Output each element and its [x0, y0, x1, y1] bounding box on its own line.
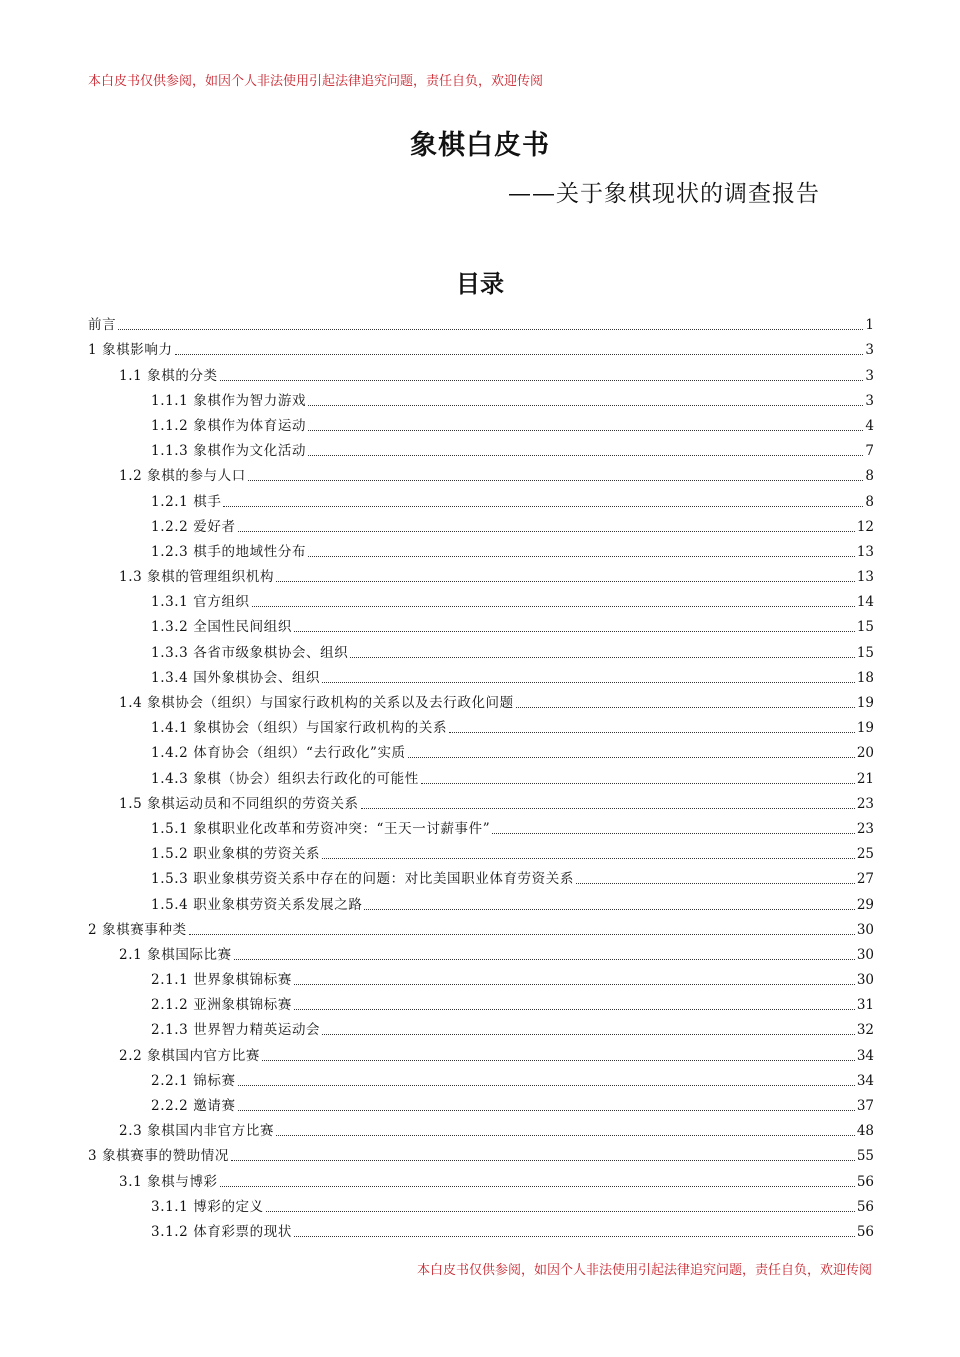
- toc-dot-leader: [294, 1236, 855, 1237]
- toc-entry[interactable]: [88, 762, 874, 787]
- toc-entry[interactable]: [88, 1039, 874, 1064]
- toc-dot-leader: [118, 329, 863, 330]
- toc-entry-title: 1 象棋影响力: [88, 342, 173, 359]
- toc-entry[interactable]: [88, 788, 874, 813]
- toc-entry-title: 1.3.4 国外象棋协会、组织: [151, 669, 321, 686]
- toc-entry[interactable]: [88, 485, 874, 510]
- toc-entry-title: 1.5 象棋运动员和不同组织的劳资关系: [119, 795, 359, 812]
- toc-entry-title: 2.2.2 邀请赛: [151, 1098, 236, 1114]
- toc-entry-title: 1.4.1 象棋协会（组织）与国家行政机构的关系: [151, 720, 448, 737]
- toc-entry-page: 13: [856, 543, 874, 560]
- toc-entry[interactable]: [88, 1216, 874, 1241]
- toc-dot-leader: [308, 556, 855, 557]
- toc-dot-leader: [248, 480, 864, 481]
- toc-entry-page: 48: [856, 1123, 874, 1140]
- toc-entry-title: 3 象棋赛事的赞助情况: [88, 1148, 229, 1165]
- toc-entry-title: 2.3 象棋国内非官方比赛: [119, 1123, 275, 1140]
- toc-dot-leader: [266, 1211, 855, 1212]
- toc-entry-page: 37: [856, 1098, 874, 1114]
- toc-entry-page: 19: [856, 720, 874, 737]
- toc-entry[interactable]: [88, 712, 874, 737]
- toc-entry-page: 56: [856, 1198, 874, 1215]
- toc-entry-title: 1.4 象棋协会（组织）与国家行政机构的关系以及去行政化问题: [119, 695, 514, 711]
- toc-entry[interactable]: [88, 1090, 874, 1115]
- toc-entry-page: 25: [856, 846, 874, 863]
- toc-entry-title: 2.1.2 亚洲象棋锦标赛: [151, 997, 292, 1014]
- toc-entry[interactable]: [88, 611, 874, 636]
- toc-entry-title: 3.1 象棋与博彩: [119, 1173, 218, 1190]
- toc-dot-leader: [294, 1009, 855, 1010]
- toc-entry-title: 2 象棋赛事种类: [88, 921, 187, 938]
- toc-entry[interactable]: [88, 813, 874, 838]
- toc-entry-title: 1.5.2 职业象棋的劳资关系: [151, 846, 321, 863]
- toc-dot-leader: [308, 455, 863, 456]
- toc-entry-page: 30: [856, 921, 874, 938]
- toc-entry-page: 12: [856, 518, 874, 535]
- document-title: 象棋白皮书: [410, 130, 550, 161]
- toc-entry[interactable]: [88, 888, 874, 913]
- toc-entry-page: 55: [856, 1148, 874, 1165]
- toc-entry-title: 1.3.2 全国性民间组织: [151, 619, 292, 636]
- toc-entry-title: 3.1.1 博彩的定义: [151, 1198, 264, 1215]
- toc-entry-page: 56: [856, 1173, 874, 1190]
- toc-dot-leader: [449, 732, 855, 733]
- toc-entry-title: 1.1.3 象棋作为文化活动: [151, 443, 307, 460]
- toc-entry[interactable]: [88, 737, 874, 762]
- toc-dot-leader: [322, 858, 855, 859]
- toc-entry-page: 8: [865, 493, 874, 510]
- toc-entry-title: 2.1 象棋国际比赛: [119, 946, 232, 963]
- toc-entry-page: 15: [856, 619, 874, 636]
- toc-entry-title: 2.1.1 世界象棋锦标赛: [151, 972, 292, 989]
- toc-entry-page: 8: [865, 468, 874, 485]
- toc-entry[interactable]: [88, 989, 874, 1014]
- toc-entry-page: 15: [856, 644, 874, 661]
- header-notice: 本白皮书仅供参阅，如因个人非法使用引起法律追究问题，责任自负，欢迎传阅: [88, 74, 544, 89]
- toc-dot-leader: [364, 909, 854, 910]
- toc-entry-page: 27: [856, 871, 874, 888]
- toc-entry-title: 2.1.3 世界智力精英运动会: [151, 1022, 321, 1039]
- toc-entry-title: 1.1.1 象棋作为智力游戏: [151, 392, 307, 409]
- toc-dot-leader: [516, 707, 855, 708]
- toc-dot-leader: [223, 506, 863, 507]
- toc-entry[interactable]: [88, 914, 874, 939]
- toc-entry-title: 1.2.1 棋手: [151, 493, 222, 510]
- toc-entry[interactable]: [88, 1191, 874, 1216]
- toc-entry[interactable]: [88, 1140, 874, 1165]
- toc-dot-leader: [308, 405, 863, 406]
- toc-dot-leader: [189, 934, 855, 935]
- toc-entry-page: 30: [856, 946, 874, 963]
- toc-dot-leader: [262, 1060, 855, 1061]
- toc-entry-title: 1.5.4 职业象棋劳资关系发展之路: [151, 896, 363, 913]
- toc-entry-page: 23: [856, 820, 874, 837]
- toc-entry-page: 19: [856, 695, 874, 711]
- footer-notice: 本白皮书仅供参阅，如因个人非法使用引起法律追究问题，责任自负，欢迎传阅: [416, 1263, 872, 1278]
- toc-entry-page: 34: [856, 1047, 874, 1064]
- toc-dot-leader: [361, 808, 855, 809]
- toc-dot-leader: [421, 783, 855, 784]
- toc-dot-leader: [175, 354, 864, 355]
- toc-dot-leader: [308, 430, 863, 431]
- toc-dot-leader: [576, 883, 855, 884]
- toc-entry-title: 1.3.3 各省市级象棋协会、组织: [151, 644, 349, 661]
- toc-dot-leader: [408, 757, 855, 758]
- toc-entry[interactable]: [88, 586, 874, 611]
- toc-heading: 目录: [456, 270, 504, 298]
- toc-entry[interactable]: [88, 838, 874, 863]
- toc-entry[interactable]: [88, 964, 874, 989]
- toc-entry-page: 13: [856, 569, 874, 586]
- toc-entry-page: 3: [865, 367, 874, 384]
- toc-dot-leader: [234, 959, 855, 960]
- toc-entry[interactable]: [88, 1065, 874, 1090]
- toc-entry-page: 3: [865, 342, 874, 359]
- toc-entry[interactable]: [88, 460, 874, 485]
- table-of-contents: [88, 309, 874, 1241]
- toc-dot-leader: [294, 984, 855, 985]
- toc-entry-title: 2.2.1 锦标赛: [151, 1072, 236, 1089]
- toc-entry-title: 1.5.3 职业象棋劳资关系中存在的问题：对比美国职业体育劳资关系: [151, 871, 574, 888]
- toc-entry[interactable]: [88, 1115, 874, 1140]
- toc-entry[interactable]: [88, 561, 874, 586]
- toc-dot-leader: [220, 1186, 855, 1187]
- toc-entry[interactable]: [88, 939, 874, 964]
- toc-entry[interactable]: [88, 536, 874, 561]
- toc-entry-page: 18: [856, 669, 874, 686]
- toc-entry[interactable]: [88, 636, 874, 661]
- toc-entry[interactable]: [88, 1165, 874, 1190]
- toc-entry-page: 4: [865, 417, 874, 434]
- toc-dot-leader: [231, 1160, 855, 1161]
- toc-entry-title: 1.2.2 爱好者: [151, 518, 236, 535]
- toc-entry-title: 1.2.3 棋手的地域性分布: [151, 543, 307, 560]
- toc-entry-title: 1.5.1 象棋职业化改革和劳资冲突：“王天一讨薪事件”: [151, 820, 491, 837]
- toc-entry-page: 31: [856, 997, 874, 1014]
- toc-entry-page: 14: [856, 594, 874, 611]
- toc-entry[interactable]: [88, 435, 874, 460]
- toc-entry[interactable]: [88, 334, 874, 359]
- toc-entry-page: 23: [856, 795, 874, 812]
- toc-dot-leader: [238, 1110, 855, 1111]
- toc-entry-title: 1.1.2 象棋作为体育运动: [151, 417, 307, 434]
- toc-entry[interactable]: [88, 662, 874, 687]
- toc-entry-page: 34: [856, 1072, 874, 1089]
- toc-entry[interactable]: [88, 309, 874, 334]
- toc-entry[interactable]: [88, 687, 874, 712]
- toc-entry-title: 前言: [88, 317, 117, 334]
- toc-dot-leader: [276, 581, 855, 582]
- toc-dot-leader: [294, 631, 855, 632]
- toc-entry-page: 7: [865, 443, 874, 460]
- toc-dot-leader: [252, 606, 855, 607]
- toc-entry[interactable]: [88, 863, 874, 888]
- toc-entry[interactable]: [88, 410, 874, 435]
- toc-entry-title: 3.1.2 体育彩票的现状: [151, 1223, 292, 1240]
- toc-entry-page: 21: [856, 770, 874, 787]
- toc-entry-page: 20: [856, 745, 874, 762]
- toc-entry-page: 1: [865, 317, 874, 334]
- toc-entry-title: 1.3.1 官方组织: [151, 594, 250, 611]
- document-subtitle: ——关于象棋现状的调查报告: [508, 181, 820, 207]
- toc-dot-leader: [322, 1034, 855, 1035]
- toc-dot-leader: [276, 1135, 855, 1136]
- toc-entry-title: 1.4.3 象棋（协会）组织去行政化的可能性: [151, 770, 419, 787]
- toc-entry-title: 1.3 象棋的管理组织机构: [119, 569, 275, 586]
- toc-dot-leader: [238, 531, 855, 532]
- toc-dot-leader: [350, 657, 854, 658]
- toc-entry-title: 1.2 象棋的参与人口: [119, 468, 246, 485]
- toc-entry[interactable]: [88, 359, 874, 384]
- toc-entry[interactable]: [88, 1014, 874, 1039]
- toc-entry-page: 56: [856, 1223, 874, 1240]
- toc-dot-leader: [492, 833, 855, 834]
- toc-entry-page: 30: [856, 972, 874, 989]
- toc-entry-page: 32: [856, 1022, 874, 1039]
- toc-entry[interactable]: [88, 511, 874, 536]
- toc-dot-leader: [322, 682, 855, 683]
- toc-entry-page: 3: [865, 392, 874, 409]
- toc-entry-page: 29: [856, 896, 874, 913]
- toc-entry-title: 1.1 象棋的分类: [119, 367, 218, 384]
- toc-entry-title: 2.2 象棋国内官方比赛: [119, 1047, 260, 1064]
- toc-dot-leader: [238, 1085, 855, 1086]
- toc-dot-leader: [220, 380, 864, 381]
- toc-entry[interactable]: [88, 385, 874, 410]
- toc-entry-title: 1.4.2 体育协会（组织）“去行政化”实质: [151, 745, 406, 762]
